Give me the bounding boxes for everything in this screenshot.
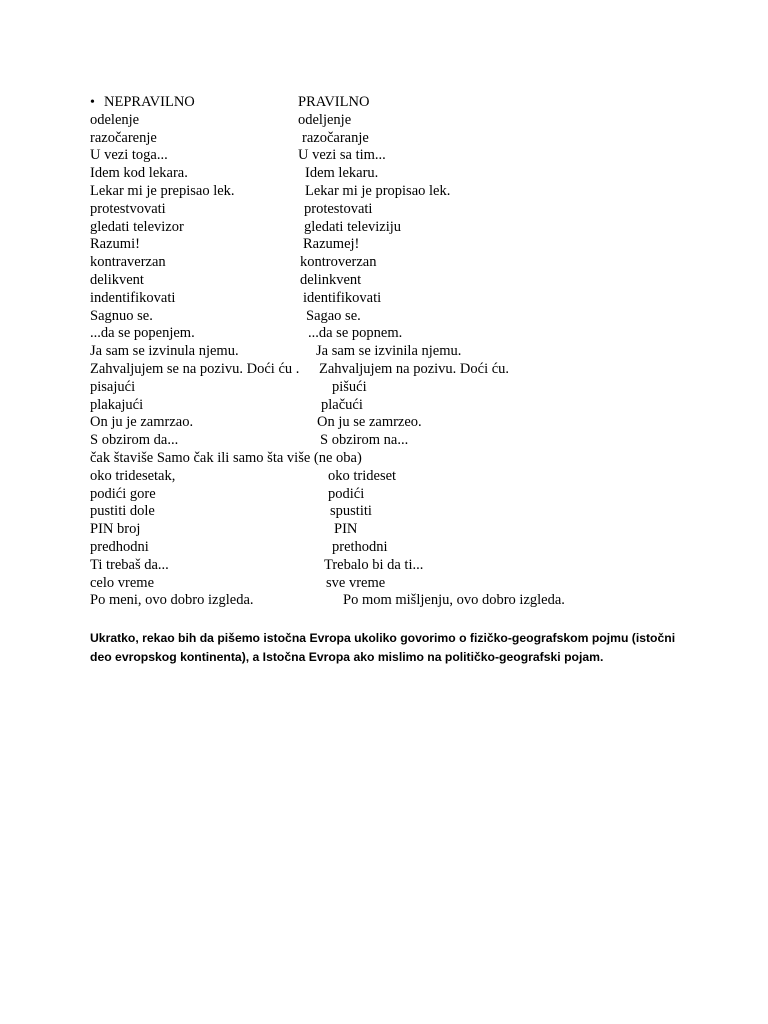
header-correct: PRAVILNO — [298, 94, 370, 110]
list-item — [90, 432, 730, 450]
incorrect-form: oko tridesetak, — [90, 467, 176, 484]
list-item — [90, 112, 730, 130]
correct-form: Idem lekaru. — [305, 165, 379, 182]
incorrect-form: Ja sam se izvinula njemu. — [90, 343, 239, 360]
correct-form: ...da se popnem. — [308, 325, 403, 342]
incorrect-form: podići gore — [90, 485, 156, 502]
list-item — [90, 308, 730, 326]
list-item — [90, 272, 730, 290]
correct-form: Lekar mi je propisao lek. — [305, 182, 451, 199]
correct-form: kontroverzan — [300, 254, 377, 271]
summary-paragraph: Ukratko, rekao bih da pišemo istočna Evropa ukoliko govorimo o fizičko-geografskom pojmu (istočni deo evropskog kontinenta), a Istočna Evropa ako mislimo na političko-geografski pojam. — [90, 631, 676, 664]
list-item — [90, 236, 730, 254]
list-item — [90, 219, 730, 237]
correct-form: Sagao se. — [306, 307, 361, 324]
incorrect-form: Idem kod lekara. — [90, 165, 188, 182]
correct-form: prethodni — [332, 538, 388, 555]
bullet-icon: • — [90, 95, 95, 110]
correct-form: Ja sam se izvinila njemu. — [316, 343, 462, 360]
incorrect-form: razočarenje — [90, 129, 157, 146]
correct-form: sve vreme — [326, 574, 386, 591]
correct-form: Zahvaljujem na pozivu. Doći ću. — [319, 360, 510, 377]
list-item — [90, 130, 730, 148]
incorrect-form: ...da se popenjem. — [90, 325, 195, 342]
correct-form: U vezi sa tim... — [298, 147, 386, 164]
incorrect-form: indentifikovati — [90, 289, 176, 306]
correct-form: podići — [328, 485, 365, 502]
incorrect-form: Lekar mi je prepisao lek. — [90, 182, 235, 199]
incorrect-form: kontraverzan — [90, 254, 166, 271]
incorrect-form: pisajući — [90, 378, 136, 395]
incorrect-form: On ju je zamrzao. — [90, 414, 194, 431]
incorrect-form: plakajući — [90, 396, 144, 413]
correct-form: oko trideset — [328, 467, 397, 484]
correct-form: spustiti — [330, 503, 372, 520]
list-item — [90, 343, 730, 361]
correct-form: Po mom mišljenju, ovo dobro izgleda. — [343, 592, 565, 609]
list-item — [90, 397, 730, 415]
correct-form: Trebalo bi da ti... — [324, 556, 424, 573]
incorrect-form: delikvent — [90, 271, 144, 288]
list-item — [90, 468, 730, 486]
correct-form: On ju se zamrzeo. — [317, 414, 422, 431]
list-item — [90, 361, 730, 379]
list-item — [90, 592, 730, 610]
correct-form: delinkvent — [300, 271, 362, 288]
list-item — [90, 183, 730, 201]
incorrect-form: celo vreme — [90, 574, 155, 591]
incorrect-form: Sagnuo se. — [90, 307, 153, 324]
correct-form: PIN — [334, 521, 358, 538]
list-item — [90, 147, 730, 165]
note-text: čak štaviše Samo čak ili samo šta više (ne oba) — [90, 449, 362, 466]
correct-form: razočaranje — [302, 129, 369, 146]
header-row — [90, 94, 730, 112]
correct-form: plačući — [321, 396, 363, 413]
list-item — [90, 503, 730, 521]
header-incorrect: NEPRAVILNO — [104, 94, 195, 110]
list-item — [90, 486, 730, 504]
list-item — [90, 575, 730, 593]
correct-form: protestovati — [304, 200, 373, 217]
correct-form: odeljenje — [298, 111, 352, 128]
correct-form: Razumej! — [303, 236, 360, 253]
incorrect-form: Zahvaljujem se na pozivu. Doći ću . — [90, 360, 300, 377]
list-item — [90, 557, 730, 575]
incorrect-form: protestvovati — [90, 200, 166, 217]
correct-form: pišući — [332, 378, 367, 395]
incorrect-form: odelenje — [90, 111, 140, 128]
comparison-list — [90, 94, 730, 610]
list-item — [90, 201, 730, 219]
correct-form: S obzirom na... — [320, 432, 409, 449]
list-item — [90, 539, 730, 557]
correct-form: gledati televiziju — [304, 218, 402, 235]
incorrect-form: S obzirom da... — [90, 432, 179, 449]
correct-form: identifikovati — [303, 289, 382, 306]
list-item — [90, 521, 730, 539]
list-item — [90, 254, 730, 272]
list-item — [90, 450, 730, 468]
incorrect-form: predhodni — [90, 538, 149, 555]
incorrect-form: U vezi toga... — [90, 147, 168, 164]
incorrect-form: gledati televizor — [90, 218, 184, 235]
list-item — [90, 165, 730, 183]
incorrect-form: PIN broj — [90, 521, 141, 538]
incorrect-form: Po meni, ovo dobro izgleda. — [90, 592, 254, 609]
incorrect-form: Razumi! — [90, 236, 140, 253]
incorrect-form: pustiti dole — [90, 503, 155, 520]
list-item — [90, 414, 730, 432]
incorrect-form: Ti trebaš da... — [90, 556, 169, 573]
list-item — [90, 290, 730, 308]
list-item — [90, 379, 730, 397]
list-item — [90, 325, 730, 343]
